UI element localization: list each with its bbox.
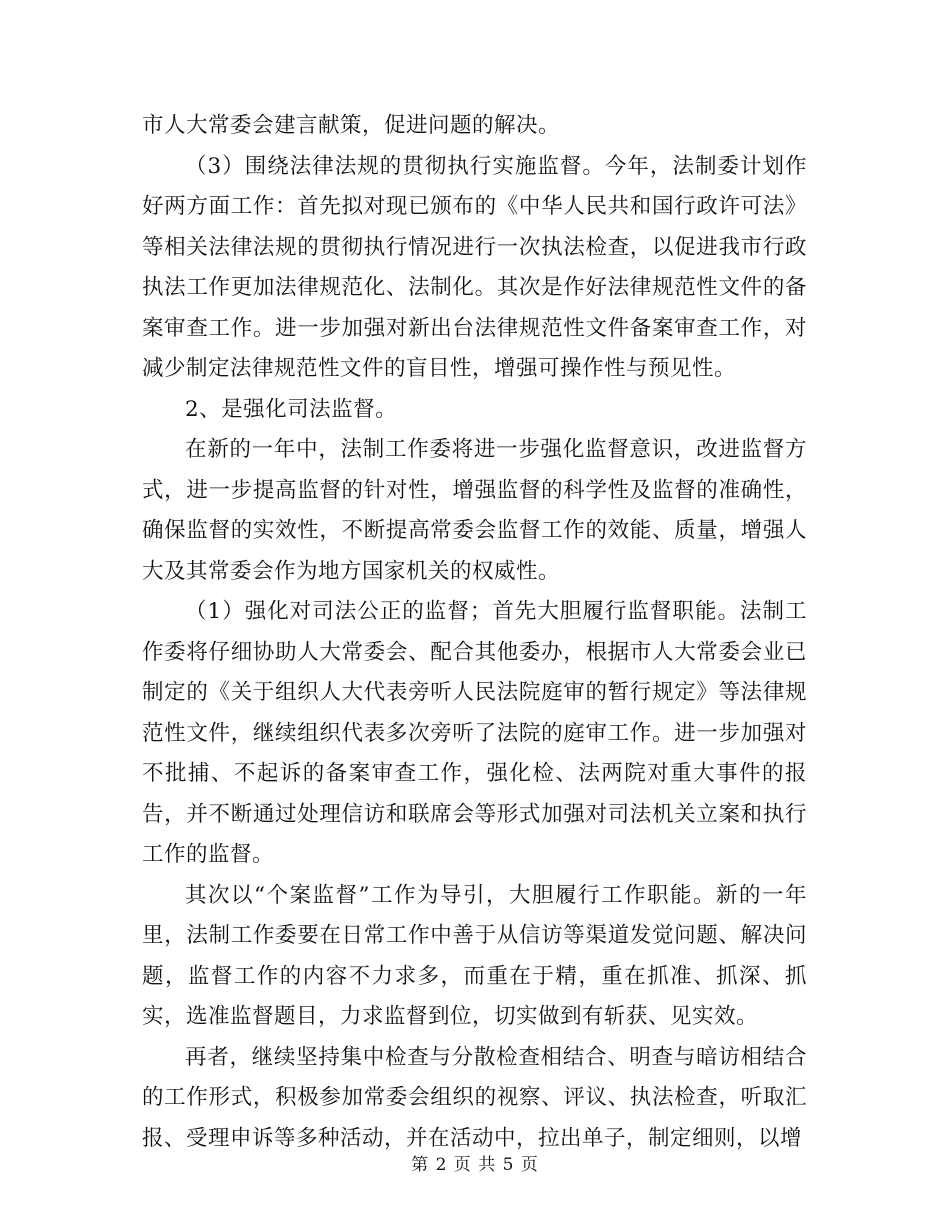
document-body: [142, 106, 807, 1159]
paragraph-legal-supervision: （3）围绕法律法规的贯彻执行实施监督。今年，法制委计划作好两方面工作：首先拟对现已颁布的《中华人民共和国行政许可法》等相关法律法规的贯彻执行情况进行一次执法检查，以促进我市行政执法工作更加法律规范化、法制化。其次是作好法律规范性文件的备案审查工作。进一步加强对新出台法律规范性文件备案审查工作，对减少制定法律规范性文件的盲目性，增强可操作性与预见性。: [142, 153, 807, 381]
paragraph-new-year: 在新的一年中，法制工作委将进一步强化监督意识，改进监督方式，进一步提高监督的针对性，增强监督的科学性及监督的准确性，确保监督的实效性，不断提高常委会监督工作的效能、质量，增强人大及其常委会作为地方国家机关的权威性。: [142, 437, 807, 584]
paragraph-continuation: 市人大常委会建言献策，促进问题的解决。: [142, 113, 561, 138]
paragraph-case-supervision: 其次以“个案监督”工作为导引，大胆履行工作职能。新的一年里，法制工作委要在日常工作中善于从信访等渠道发觉问题、解决问题，监督工作的内容不力求多，而重在于精，重在抓准、抓深、抓实，选准监督题目，力求监督到位，切实做到有斩获、见实效。: [142, 882, 807, 1029]
paragraph-judicial-fairness: （1）强化对司法公正的监督；首先大胆履行监督职能。法制工作委将仔细协助人大常委会、配合其他委办，根据市人大常委会业已制定的《关于组织人大代表旁听人民法院庭审的暂行规定》等法律规范性文件，继续组织代表多次旁听了法院的庭审工作。进一步加强对不批捕、不起诉的备案审查工作，强化检、法两院对重大事件的报告，并不断通过处理信访和联席会等形式加强对司法机关立案和执行工作的监督。: [142, 599, 807, 867]
page-number-footer: 第 2 页 共 5 页: [411, 1155, 539, 1175]
heading-judicial-supervision: 2、是强化司法监督。: [185, 396, 398, 422]
paragraph-inspection: 再者，继续坚持集中检查与分散检查相结合、明查与暗访相结合的工作形式，积极参加常委会组织的视察、评议、执法检查，听取汇报、受理申诉等多种活动，并在活动中，拉出单子，制定细则，以增: [142, 1044, 807, 1151]
